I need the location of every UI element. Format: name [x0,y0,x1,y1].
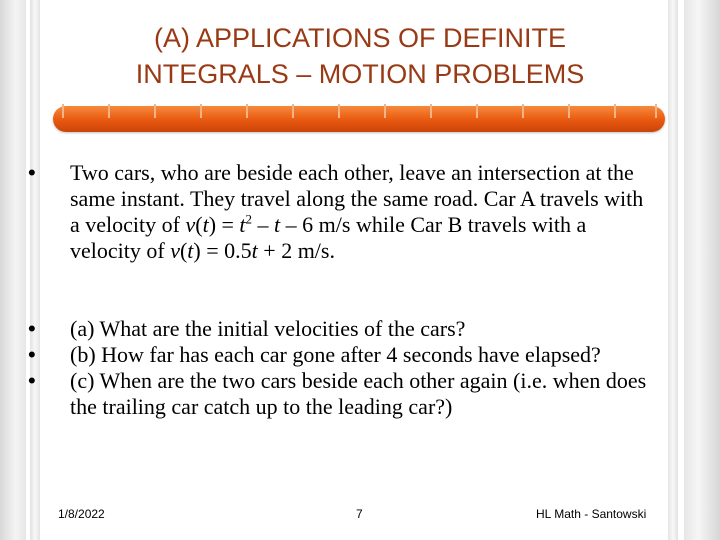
spacer [28,290,658,316]
slide-title [60,20,660,92]
bullet-dot: • [28,368,36,393]
bullet-question-b [28,342,658,368]
ruler-ticks [62,104,657,118]
question-a-text: (a) What are the initial velocities of the cars? [70,316,466,341]
bullet-question-a [28,316,658,342]
spacer [28,264,658,290]
title-line-2: INTEGRALS – MOTION PROBLEMS [135,59,585,89]
intro-text: Two cars, who are beside each other, leave an intersection at the same instant. They travel along the same road. Car A travels with a velocity of $v(t) = t^2 - t - 6$ m/s while Car B travels with a velocity of v(t) = 0.5t + 2 m/s. [70,160,644,263]
footer-page-number: 7 [356,507,363,521]
title-line-1: (A) APPLICATIONS OF DEFINITE [153,23,567,53]
footer-author: HL Math - Santowski [536,507,647,521]
bullet-dot: • [28,316,36,341]
footer-date: 1/8/2022 [58,507,105,521]
question-b-text: (b) How far has each car gone after 4 seconds have elapsed? [70,342,601,367]
right-decor-column-inner [668,0,678,540]
bullet-dot: • [28,160,36,185]
bullet-intro [28,160,658,264]
left-decor-column [0,0,26,540]
slide-body [28,160,658,420]
bullet-dot: • [28,342,36,367]
question-c-text: (c) When are the two cars beside each other again (i.e. when does the trailing car catch up to the leading car?) [70,368,647,419]
right-decor-column [684,0,720,540]
bullet-question-c [28,368,658,420]
